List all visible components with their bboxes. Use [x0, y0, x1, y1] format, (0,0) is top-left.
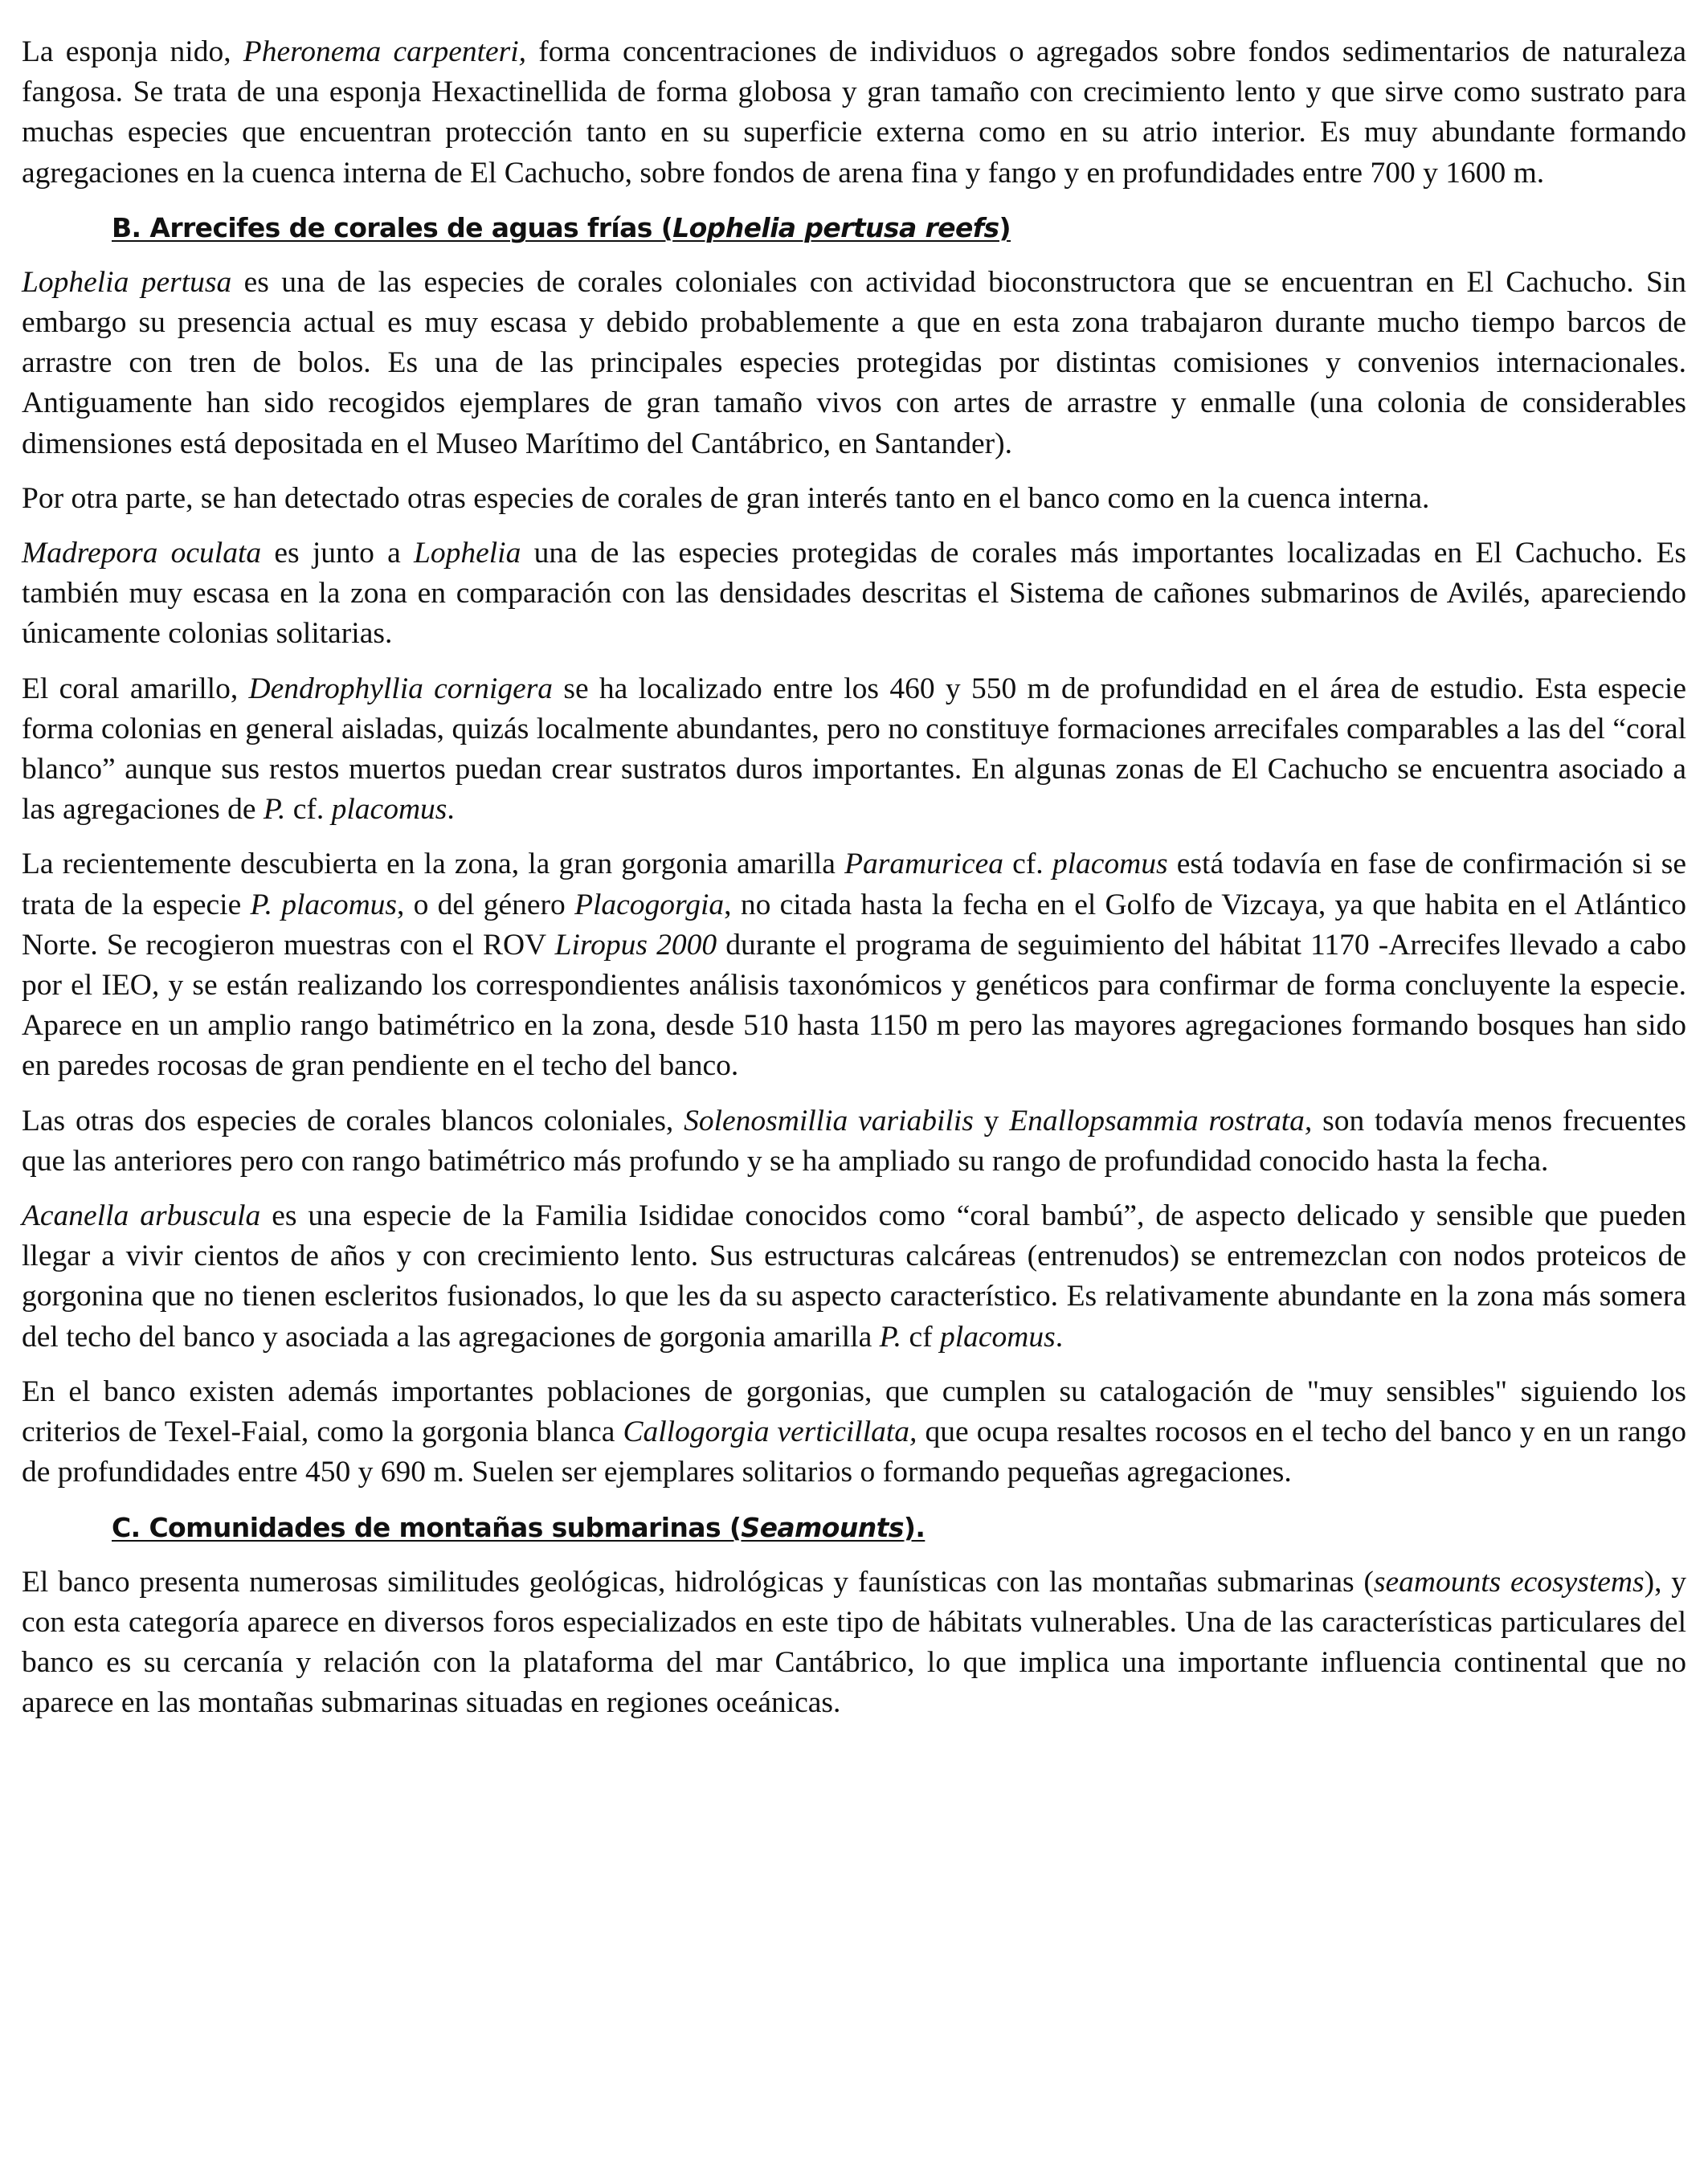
species-name: Madrepora oculata	[22, 537, 262, 570]
document-page	[22, 32, 1694, 1723]
text-run: son todavía menos frecuentes que las anteriores pero con rango batimétrico más profundo y se ha ampliado su rango de profundidad conocido hasta la fecha.	[22, 1104, 1694, 1178]
paragraph-seamounts	[22, 1562, 1694, 1724]
text-run: .	[447, 793, 455, 827]
text-run: es junto a	[261, 537, 415, 570]
italic-comma: ,	[151, 969, 160, 1003]
species-name: Pheronema carpenteri,	[243, 35, 527, 68]
heading-text: C. Comunidades de montañas submarinas (	[112, 1511, 742, 1543]
species-name: placomus	[939, 1320, 1056, 1354]
term: seamounts ecosystems	[1373, 1565, 1645, 1599]
species-name: placomus	[1052, 848, 1168, 881]
paragraph-paramuricea	[22, 844, 1694, 1086]
text-run: forma concentraciones de individuos o agregados sobre fondos sedimentarios de naturaleza fangosa. Se trata de una esponja Hexactinellida de forma globosa y gran tamaño con crecimiento lento y que sirve como sustrato para muchas especies que encuentran protección tanto en su superficie externa como en su atrio interior. Es muy abundante formando agregaciones en la cuenca interna de El Cachucho, sobre fondos de arena fina y fango y en profundidades entre 700 y 1600 m.	[22, 35, 1694, 190]
species-name: placomus	[331, 793, 447, 827]
paragraph-other-corals	[22, 479, 1686, 519]
text-run: Por otra parte, se han detectado otras especies de corales de gran interés tanto en el banco como en la cuenca interna.	[22, 481, 1430, 515]
text-run: La recientemente descubierta en la zona, la gran gorgonia amarilla	[22, 848, 845, 881]
text-run: cf	[901, 1320, 940, 1354]
text-run: La esponja nido,	[22, 35, 243, 68]
heading-text: B. Arrecifes de corales de aguas frías (	[112, 211, 673, 243]
species-name: Lophelia	[414, 537, 521, 570]
species-name: P.	[879, 1320, 902, 1354]
species-name: Enallopsammia rostrata,	[1009, 1104, 1313, 1138]
text-run: que ocupa resaltes rocosos en el techo del banco y en un rango de profundidades entre 450 y 690 m. Suelen ser ejemplares solitarios o formando pequeñas agregaciones.	[22, 1415, 1694, 1489]
text-run: y se están realizando los correspondientes análisis taxonómicos y genéticos para confirmar de forma concluyente la especie. Aparece en un amplio rango batimétrico en la zona, desde 510 hasta 1150 m pero las mayores agregaciones formando bosques han sido en paredes rocosas de gran pendiente en el techo del banco.	[22, 969, 1694, 1083]
species-name: Acanella arbuscula	[22, 1199, 261, 1233]
heading-species-name: Lophelia pertusa reefs	[672, 211, 999, 243]
text-run: una de las especies protegidas de corales más importantes localizadas en El Cachucho. Es también muy escasa en la zona en comparación con las densidades descritas el Sistema de cañones submarinos de Avilés, apareciendo únicamente colonias solitarias.	[22, 537, 1694, 651]
text-run: y	[973, 1104, 1010, 1138]
paragraph-lophelia	[22, 263, 1694, 464]
text-run: El banco presenta numerosas similitudes geológicas, hidrológicas y faunísticas con las montañas submarinas (	[22, 1565, 1374, 1599]
species-name: P. placomus	[250, 888, 397, 921]
text-run: es una especie de la Familia Isididae conocidos como “coral bambú”, de aspecto delicado y sensible que pueden llegar a vivir cientos de años y con crecimiento lento. Sus estructuras calcáreas (entrenudos) se entremezclan con nodos proteicos de gorgonina que no tienen escleritos fusionados, lo que les da su aspecto característico. Es relativamente abundante en la zona más somera del techo del banco y asociada a las agregaciones de gorgonia amarilla	[22, 1199, 1694, 1354]
paragraph-gorgonias	[22, 1372, 1694, 1493]
species-name: Dendrophyllia cornigera	[248, 672, 554, 705]
text-run: es una de las especies de corales coloniales con actividad bioconstructora que se encuentran en El Cachucho. Sin embargo su presencia actual es muy escasa y debido probablemente a que en esta zona trabajaron durante mucho tiempo barcos de arrastre con tren de bolos. Es una de las principales especies protegidas por distintas comisiones y convenios internacionales. Antiguamente han sido recogidos ejemplares de gran tamaño vivos con artes de arrastre y enmalle (una colonia de considerables dimensiones está depositada en el Museo Marítimo del Cantábrico, en Santander).	[22, 265, 1694, 460]
species-name: Callogorgia verticillata,	[623, 1415, 917, 1449]
text-run: ), y con esta categoría aparece en diversos foros especializados en este tipo de hábitats vulnerables. Una de las características particulares del banco es su cercanía y relación con la plataforma del mar Cantábrico, lo que implica una importante influencia continental que no aparece en las montañas submarinas situadas en regiones oceánicas.	[22, 1565, 1694, 1720]
species-name: Lophelia pertusa	[22, 265, 232, 299]
paragraph-madrepora	[22, 533, 1694, 655]
text-run: cf.	[285, 793, 332, 827]
heading-text: )	[999, 211, 1011, 243]
paragraph-acanella	[22, 1196, 1694, 1358]
genus-name: Placogorgia	[574, 888, 725, 921]
text-run: Las otras dos especies de corales blancos coloniales,	[22, 1104, 684, 1138]
paragraph-dendrophyllia	[22, 669, 1694, 831]
text-run: , o del género	[397, 888, 575, 921]
section-heading-b	[112, 208, 1686, 248]
species-name: P.	[263, 793, 286, 827]
species-name: Solenosmillia variabilis	[684, 1104, 974, 1138]
text-run: durante el programa de seguimiento del hábitat 1170 -Arrecifes llevado a cabo por el IEO	[22, 928, 1694, 1003]
paragraph-pheronema	[22, 32, 1694, 194]
paragraph-white-corals	[22, 1101, 1694, 1182]
text-run: El coral amarillo,	[22, 672, 249, 705]
text-run: , no citada hasta la fecha en el Golfo de Vizcaya, ya que habita en el Atlántico Norte. Se recogieron muestras con el ROV	[22, 888, 1694, 962]
text-run: .	[1055, 1320, 1064, 1354]
text-run: está todavía en fase de confirmación si se trata de la especie	[22, 848, 1694, 921]
section-heading-c	[112, 1508, 1686, 1548]
heading-term: Seamounts	[741, 1511, 904, 1543]
text-run: se ha localizado entre los 460 y 550 m de profundidad en el área de estudio. Esta especie forma colonias en general aisladas, quizás localmente abundantes, pero no constituye formaciones arrecifales comparables a las del “coral blanco” aunque sus restos muertos puedan crear sustratos duros importantes. En algunas zonas de El Cachucho se encuentra asociado a las agregaciones de	[22, 672, 1694, 827]
heading-text: ).	[903, 1511, 926, 1543]
rov-name: Liropus 2000	[554, 928, 717, 962]
text-run: cf.	[1003, 848, 1052, 881]
text-run: En el banco existen además importantes poblaciones de gorgonias, que cumplen su catalogación de "muy sensibles" siguiendo los criterios de Texel-Faial, como la gorgonia blanca	[22, 1374, 1694, 1449]
species-name: Paramuricea	[844, 848, 1003, 881]
